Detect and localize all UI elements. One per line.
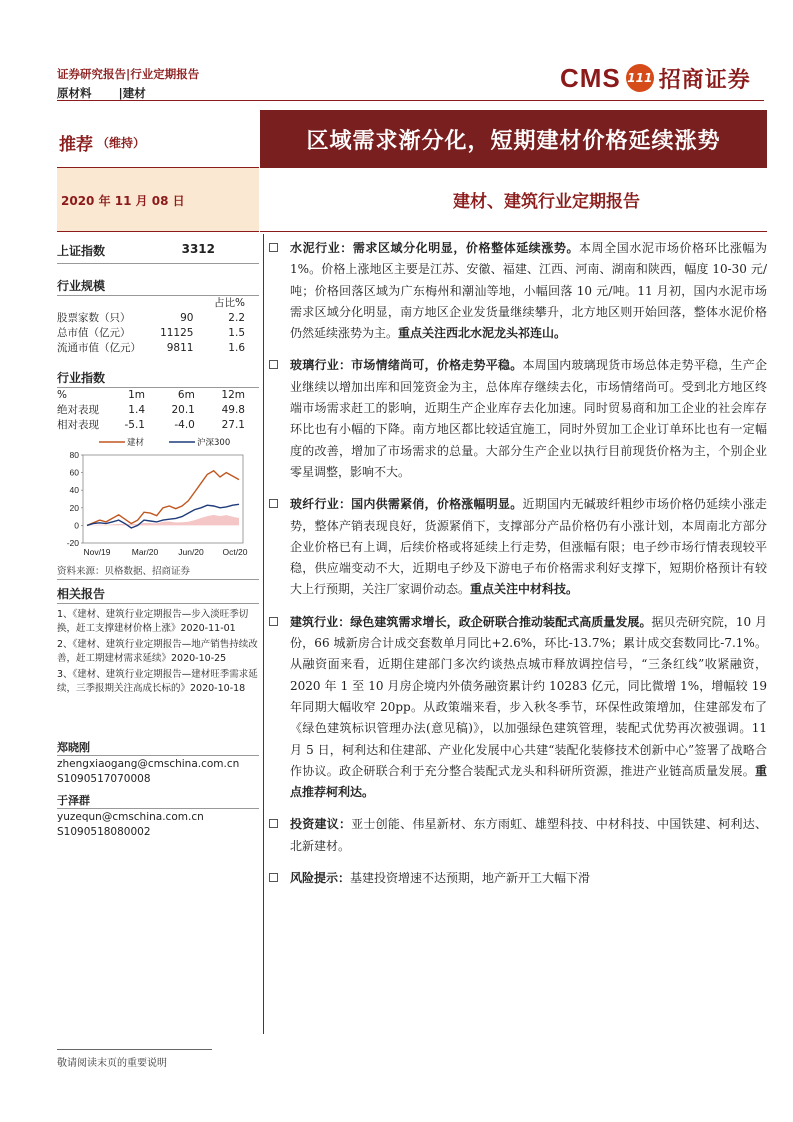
sector-main: 原材料	[57, 86, 92, 100]
section-head: 玻璃行业：市场情绪尚可，价格走势平稳。	[290, 358, 523, 373]
cms-logo	[560, 62, 751, 94]
y-tick-label: -20	[66, 538, 79, 548]
related-item[interactable]: 3、《建材、建筑行业定期报告—建材旺季需求延续，三季报期关注高成长标的》2020-10-18	[57, 669, 258, 694]
sector-label	[57, 85, 146, 101]
author-email[interactable]: zhengxiaogang@cmschina.com.cn	[57, 758, 240, 770]
related-list	[57, 608, 259, 696]
scale-header: 占比%	[214, 297, 245, 309]
section-body: 亚士创能、伟星新材、东方雨虹、雄塑科技、中材科技、中国铁建、柯利达、北新建材。	[290, 817, 767, 853]
section-body: 本周国内玻璃现货市场总体走势平稳，生产企业继续以增加出库和回笼资金为主，总体库存继续去化，市场情绪尚可。受到北方地区终端市场需求赶工的影响，近期生产企业库存去化加速。同时贸易商和加工企业的社会库存环比也有小幅的下降。南方地区都比较适宜施工，同时外贸加工企业订单环比也有一定幅度的改善，增加了市场需求的总量。大部分生产企业以执行目前现货价格为主，个别企业零星调整，影响不大。	[290, 358, 767, 479]
checkbox-bullet-icon	[269, 360, 278, 369]
perf-1m: 1.4	[128, 404, 145, 416]
section-investment	[269, 814, 767, 857]
perf-name: 相对表现	[57, 419, 99, 431]
header-divider	[57, 100, 764, 101]
section-head: 建筑行业：绿色建筑需求增长，政企研联合推动装配式高质量发展。	[290, 614, 652, 629]
rating-sub: （维持）	[97, 136, 146, 150]
perf-table	[57, 388, 259, 433]
scale-v2: 2.2	[228, 312, 245, 324]
sector-sub: |建材	[118, 86, 146, 100]
plot-frame	[83, 455, 243, 543]
section-head: 风险提示：	[290, 871, 351, 886]
table-row	[57, 326, 259, 341]
scale-v1: 11125	[160, 327, 194, 339]
checkbox-bullet-icon	[269, 873, 278, 882]
perf-6m: -4.0	[174, 419, 195, 431]
section-glass	[269, 355, 767, 483]
related-title: 相关报告	[57, 584, 259, 604]
related-item[interactable]: 2、《建材、建筑行业定期报告—地产销售持续改善，赶工期建材需求延续》2020-10-25	[57, 639, 258, 664]
rating-box	[57, 118, 259, 168]
section-tail: 重点关注中材科技。	[470, 582, 579, 597]
author-id: S1090518080002	[57, 826, 151, 838]
table-header	[57, 388, 259, 403]
table-row	[57, 311, 259, 326]
section-body: 基建投资增速不达预期，地产新开工大幅下滑	[350, 871, 591, 886]
section-head: 水泥行业：需求区域分化明显，价格整体延续涨势。	[290, 241, 580, 255]
scale-v2: 1.6	[228, 342, 245, 354]
section-cement	[269, 238, 767, 344]
legend-label: 沪深300	[197, 438, 231, 448]
x-tick-label: Mar/20	[131, 547, 159, 557]
y-tick-label: 60	[69, 467, 79, 478]
y-tick-label: 80	[69, 450, 79, 460]
footer-note: 敬请阅读末页的重要说明	[57, 1058, 167, 1069]
scale-v1: 90	[180, 312, 194, 324]
perf-col: 1m	[128, 389, 145, 401]
checkbox-bullet-icon	[269, 819, 278, 828]
report-date: 2020 年 11 月 08 日	[57, 168, 259, 232]
report-type: 证券研究报告|行业定期报告	[57, 67, 200, 81]
y-tick-label: 0	[74, 520, 79, 531]
section-construction	[269, 612, 767, 804]
scale-title: 行业规模	[57, 276, 259, 296]
section-fiberglass	[269, 494, 767, 600]
perf-12m: 49.8	[221, 404, 245, 416]
section-tail: 重点推荐柯利达。	[290, 763, 767, 800]
scale-name: 股票家数（只）	[57, 312, 131, 324]
scale-v1: 9811	[166, 342, 194, 354]
perf-title: 行业指数	[57, 368, 259, 388]
author-id: S1090517070008	[57, 773, 151, 785]
checkbox-bullet-icon	[269, 617, 278, 626]
section-head: 投资建议：	[290, 817, 352, 832]
chart-svg	[57, 435, 259, 560]
perf-col: 6m	[177, 389, 195, 401]
section-head: 玻纤行业：国内供需紧俏，价格涨幅明显。	[290, 497, 523, 512]
author-email[interactable]: yuzequn@cmschina.com.cn	[57, 811, 204, 823]
checkbox-bullet-icon	[269, 243, 278, 252]
related-item[interactable]: 1、《建材、建筑行业定期报告—步入淡旺季切换，赶工支撑建材价格上涨》2020-11-01	[57, 609, 249, 634]
table-row	[57, 403, 259, 418]
logo-cn-text: 招商证券	[658, 67, 751, 93]
logo-circle-icon: 111	[626, 64, 654, 92]
index-label: 上证指数	[57, 244, 106, 258]
footer-divider	[57, 1049, 212, 1050]
perf-col: %	[57, 389, 67, 401]
legend-label: 建材	[127, 438, 145, 448]
chart-source: 资料来源：贝格数据、招商证券	[57, 564, 259, 580]
logo-cms-text: CMS	[560, 62, 621, 93]
scale-name: 总市值（亿元）	[57, 327, 131, 339]
y-tick-label: 40	[69, 485, 79, 496]
main-content	[269, 238, 767, 900]
market-index	[57, 240, 259, 264]
x-tick-label: Oct/20	[222, 547, 248, 557]
table-row	[57, 341, 259, 356]
report-subtitle: 建材、建筑行业定期报告	[260, 168, 767, 232]
perf-col: 12m	[221, 389, 245, 401]
section-body: 本周全国水泥市场价格环比涨幅为 1%。价格上涨地区主要是江苏、安徽、福建、江西、河南、湖南和陕西，幅度 10-30 元/吨；价格回落区域为广东梅州和潮汕等地，小幅回落 10 元/吨。11 月初，国内水泥市场需求区域分化明显，南方地区企业发货量继续攀升，北方地区则开始回落，整体水泥价格仍然延续涨势为主。	[290, 241, 767, 341]
perf-1m: -5.1	[124, 419, 145, 431]
report-title: 区域需求渐分化，短期建材价格延续涨势	[260, 110, 767, 168]
sidebar	[57, 240, 259, 840]
scale-table	[57, 296, 259, 356]
rating-label: 推荐	[59, 135, 93, 155]
section-tail: 重点关注西北水泥龙头祁连山。	[398, 326, 567, 341]
section-body: 近期国内无碱玻纤粗纱市场价格仍延续小涨走势，整体产销表现良好，货源紧俏下，支撑部分产品价格仍有小涨计划，本周南北方部分企业价格已有上调，后续价格或将延续上行走势，但涨幅有限；电子纱市场行情表现较平稳，供应端变动不大，近期电子纱及下游电子布价格需求利好支撑下，短期价格预计有较大上行预期，关注厂家调价动态。	[290, 497, 767, 597]
perf-name: 绝对表现	[57, 404, 99, 416]
index-value: 3312	[181, 242, 215, 256]
checkbox-bullet-icon	[269, 499, 278, 508]
author-name: 郑晓刚	[57, 740, 259, 756]
x-tick-label: Jun/20	[178, 547, 204, 557]
scale-name: 流通市值（亿元）	[57, 342, 141, 354]
table-row	[57, 418, 259, 433]
column-divider	[263, 234, 264, 1034]
author-block	[57, 740, 259, 840]
author-name: 于泽群	[57, 793, 259, 809]
x-tick-label: Nov/19	[83, 547, 111, 557]
perf-6m: 20.1	[171, 404, 195, 416]
performance-chart	[57, 435, 259, 560]
section-body: 据贝壳研究院，10 月份，66 城新房合计成交套数单月同比+2.6%，环比-13.7%；累计成交套数同比-7.1%。从融资面来看，近期住建部门多次约谈热点城市释放调控信号，“三条红线”收紧融资，2020 年 1 至 10 月房企境内外债务融资累计约 10283 亿元，同比微增 1%，增幅较 19 年同期大幅收窄 20pp。从政策端来看，步入秋冬季节，环保性政策增加，住建部发布了《绿色建筑标识管理办法(意见稿)》，以加强绿色建筑管理，装配式优势再次被强调。11 月 5 日，柯利达和住建部、产业化发展中心共建“装配化装修技术创新中心”签署了战略合作协议。政企研联合利于充分整合装配式龙头和科研所资源，推进产业链高质量发展。	[290, 614, 767, 778]
perf-12m: 27.1	[221, 419, 245, 431]
y-tick-label: 20	[69, 502, 79, 513]
section-risk	[269, 868, 767, 889]
scale-v2: 1.5	[228, 327, 245, 339]
